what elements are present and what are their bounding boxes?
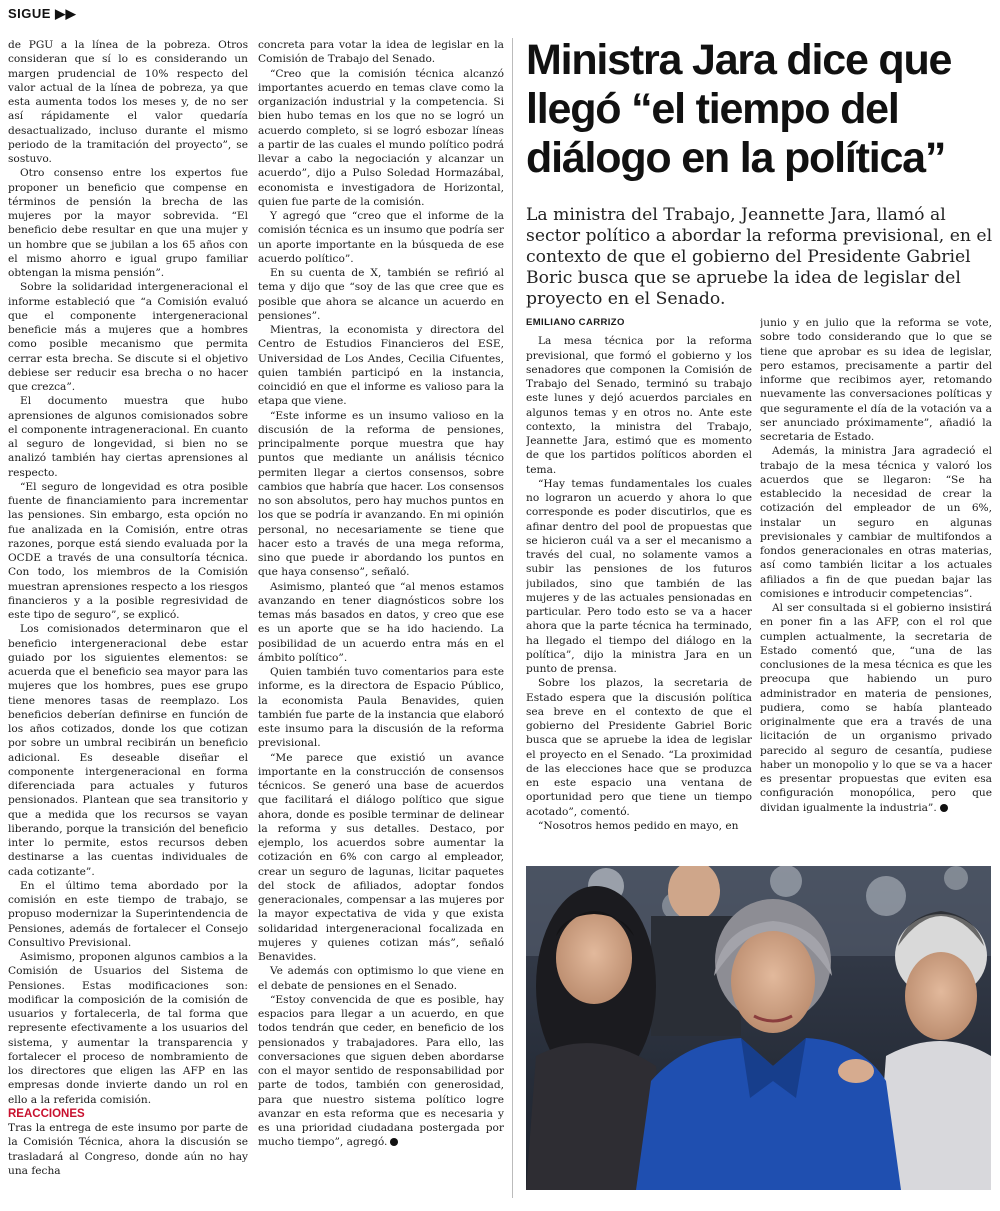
paragraph: “Este informe es un insumo valioso en la discusión de la reforma de pensiones, principalmente porque muestra que hay puntos que mediante un análisis técnico permiten llegar a ciertos consensos, sobre cambios que habría que hacer. Los consensos no son absolutos, pero hay muchos puntos en los que se podría ir avanzando. En mi opinión personal, no necesariamente se tiene que hacer esto a través de una mega reforma, sino que puede ir abordando los puntos en que haya consenso”, señaló.: [258, 409, 504, 579]
news-photo: [526, 866, 991, 1190]
subheading: REACCIONES: [8, 1107, 85, 1120]
photo-illustration: [526, 866, 991, 1190]
paragraph: Sobre los plazos, la secretaria de Estado espera que la discusión política sea breve en el contexto de que el gobierno del Presidente Gabriel Boric busca que se apruebe la idea de legislar el proyecto en el Senado. “La proximidad de las elecciones hace que se produzca en este espacio una ventana de oportunidad pero que tiene un tiempo acotado”, comentó.: [526, 677, 752, 818]
paragraph: La mesa técnica por la reforma previsional, que formó el gobierno y los senadores que componen la Comisión de Trabajo del Senado, terminó su trabajo este lunes y dejó acuerdos parciales en algunos temas y en otros no. Ante este contexto, la ministra del Trabajo, Jeannette Jara, estimó que es momento de que los partidos políticos aborden el tema.: [526, 335, 752, 476]
article-column-4: [760, 316, 992, 886]
article-column-3: [526, 316, 752, 886]
paragraph: Asimismo, proponen algunos cambios a la Comisión de Usuarios del Sistema de Pensiones. Estas modificaciones son: modificar la composición de la comisión de usuarios y fortalecerla, de tal forma que represente efectivamente a los usuarios del sistema, y aumentar la transparencia y fortalecer el proceso de nombramiento de los directores que eligen las AFP en las empresas donde invierte dando un rol en ello a la referida comisión.: [8, 951, 248, 1106]
paragraph: El documento muestra que hubo aprensiones de algunos comisionados sobre el componente intrageneracional. En cuanto al seguro de longevidad, si bien no se analizó también hay ciertas aprensiones al respecto.: [8, 395, 248, 479]
paragraph: Asimismo, planteó que “al menos estamos avanzando en tener diagnósticos sobre los temas más basados en datos, y creo que ese es un aporte que se ha ido haciendo. La posibilidad de un acuerdo entra más en el ámbito político”.: [258, 580, 504, 664]
paragraph: de PGU a la línea de la pobreza. Otros consideran que sí lo es considerando un margen prudencial de 10% respecto del valor actual de la línea de pobreza, ya que esta aumenta todos los meses y, de no ser así rápidamente el valor quedaría desactualizado, incluso durante el mismo periodo de la tramitación del proyecto”, se sostuvo.: [8, 39, 248, 165]
paragraph: “Estoy convencida de que es posible, hay espacios para llegar a un acuerdo, en que todos tendrán que ceder, en beneficio de los pensionados y trabajadores. Para ello, las conversaciones que siguen deben abordarse con el mayor sentido de responsabilidad por parte de todos, también con generosidad, para que nuestro sistema político logre avanzar en esta reforma que es necesaria y es una prioridad ciudadana postergada por mucho tiempo”, agregó.: [258, 993, 504, 1149]
paragraph: “Hay temas fundamentales los cuales no lograron un acuerdo y ahora lo que corresponde es poder discutirlos, que es afinar dentro del pool de propuestas que se hicieron cuál va a ser el mecanismo a través del cual, no solamente vamos a subir las pensiones de los futuros jubilados, sino que también de las mujeres y de las actuales pensionadas en particular. Pero todo esto se va a hacer ahora que la parte técnica ha terminado, ha llegado el tiempo del diálogo en la política”, dijo la ministra Jara en un punto de prensa.: [526, 477, 752, 675]
paragraph: En su cuenta de X, también se refirió al tema y dijo que “soy de las que cree que es posible que ahora se alcance un acuerdo en pensiones”.: [258, 267, 504, 322]
paragraph: Otro consenso entre los expertos fue proponer un beneficio que compense en términos de pensión la brecha de las mujeres por la mayor sobrevida. “El beneficio debe resultar en que una mujer y un hombre que se jubilan a los 65 años con el mismo ahorro e igual grupo familiar obtengan la misma pensión”.: [8, 167, 248, 279]
paragraph: “Nosotros hemos pedido en mayo, en: [538, 819, 739, 832]
paragraph: Y agregó que “creo que el informe de la comisión técnica es un insumo que podría ser un aporte importante en la búsqueda de ese acuerdo político”.: [258, 210, 504, 265]
paragraph: Al ser consultada si el gobierno insistirá en poner fin a las AFP, con el rol que cumplen actualmente, la secretaria de Estado comentó que, “una de las conclusiones de la mesa técnica es que les preocupa que habiendo un puro administrador en materia de pensiones, pudiera, como se había planteado originalmente que era a través de una licitación de un organismo privado parecido al seguro de cesantía, pudiese haber un monopolio y lo que se va a hacer es presentar propuestas que eviten esa configuración monopólica, pero que dividan igualmente la industria”.: [760, 602, 992, 814]
byline: EMILIANO CARRIZO: [526, 317, 625, 328]
paragraph: Los comisionados determinaron que el beneficio intergeneracional debe estar guiado por los siguientes elementos: se acuerda que el beneficio sea mayor para las mujeres que los hombres, pues ese grupo tiene menores tasas de reemplazo. Los beneficios deberían definirse en función de los años cotizados, donde los que cotizan por sobre un umbral recibirán un beneficio adicional. Es deseable diseñar el componente intergeneracional en forma diferenciada para actuales y futuros pensionados. Plantean que sea transitorio y que a medida que los recursos se vayan liberando, porque la transición del beneficio inter lo permite, estos recursos deben destinarse a las cuentas individuales de cada cotizante”.: [8, 623, 248, 878]
headline: Ministra Jara dice que llegó “el tiempo del diálogo en la política”: [526, 36, 952, 182]
paragraph: Tras la entrega de este insumo por parte de la Comisión Técnica, ahora la discusión se trasladará al Congreso, donde aún no hay una fecha: [8, 1122, 248, 1177]
section-kicker[interactable]: SIGUE ▶▶: [8, 6, 77, 21]
paragraph: Quien también tuvo comentarios para este informe, es la directora de Espacio Público, la economista Paula Benavides, quien también fue parte de la instancia que elaboró este insumo para la discusión de la reforma previsional.: [258, 666, 504, 750]
paragraph: “Creo que la comisión técnica alcanzó importantes acuerdo en temas clave como la organización industrial y la competencia. Si bien hubo temas en los que no se logró un acuerdo completo, si se logró esbozar líneas a partir de las cuales el mundo político podrá llevar a cabo la negociación y alcanzar un acuerdo”, dijo a Pulso Soledad Hormazábal, economista e investigadora de Horizontal, quien fue parte de la comisión.: [258, 67, 504, 208]
paragraph: junio y en julio que la reforma se vote, sobre todo considerando que lo que se tiene que aprobar es su idea de legislar, pero estamos, precisamente a partir del informe que recibimos ayer, retomando nuevamente las conversaciones políticas y que seguramente el día de la votación va a ser anunciado próximamente”, añadió la secretaria de Estado.: [760, 317, 992, 443]
paragraph: Además, la ministra Jara agradeció el trabajo de la mesa técnica y valoró los acuerdos que se llegaron: “Se ha establecido la necesidad de crear la cotización del empleador de un 6%, instalar un seguro en algunas previsionales y cambiar de multifondos a fondos generacionales en otras materias, así como también licitar a los actuales afiliados a fin de que puedan bajar las comisiones e introducir competencias”.: [760, 445, 992, 600]
end-mark-icon: [390, 1138, 398, 1146]
column-divider: [512, 38, 513, 1198]
paragraph: Sobre la solidaridad intergeneracional el informe estableció que “a Comisión evaluó que el componente intergeneracional beneficie más a mujeres que a hombres como posible mecanismo que permita cerrar esta brecha. Se discute si el objetivo debiese ser reducir esa brecha o no hacer que crezca”.: [8, 281, 248, 393]
paragraph: Mientras, la economista y directora del Centro de Estudios Financieros del ESE, Universidad de Los Andes, Cecilia Cifuentes, quien también participó en la instancia, coincidió en que el informe es valioso para la etapa que viene.: [258, 324, 504, 408]
article-column-2: [258, 38, 504, 1210]
paragraph: concreta para votar la idea de legislar en la Comisión de Trabajo del Senado.: [258, 39, 504, 66]
paragraph: Ve además con optimismo lo que viene en el debate de pensiones en el Senado.: [258, 965, 504, 992]
lead-paragraph: La ministra del Trabajo, Jeannette Jara, llamó al sector político a abordar la reforma previsional, en el contexto de que el gobierno del Presidente Gabriel Boric busca que se apruebe la idea de legislar del proyecto en el Senado.: [526, 205, 993, 309]
paragraph: “El seguro de longevidad es otra posible fuente de financiamiento para incrementar las pensiones. Sin embargo, esta opción no fue analizada en la Comisión, entre otras razones, porque está siendo evaluada por la OCDE a través de una consultoría técnica. Con todo, los miembros de la Comisión muestran aprensiones respecto a los riesgos financieros y a la posible regresividad de este tipo de seguro”, se explicó.: [8, 480, 248, 621]
paragraph: “Me parece que existió un avance importante en la construcción de consensos técnicos. Se generó una base de acuerdos que facilitará el diálogo político que sigue ahora, donde es posible terminar de delinear la reforma y sus detalles. Destaco, por ejemplo, los acuerdos sobre aumentar la cotización en 6% con cargo al empleador, crear un seguro de lagunas, licitar paquetes del stock de afiliados, adoptar fondos generacionales, compensar a las mujeres por la mayor expectativa de vida y que exista solidaridad intergeneracional focalizada en mujeres y quienes cotizan más”, señaló Benavides.: [258, 751, 504, 963]
end-mark-icon: [940, 804, 948, 812]
article-column-1: [8, 38, 248, 1210]
paragraph: En el último tema abordado por la comisión en este tiempo de trabajo, se propuso modernizar la Superintendencia de Pensiones, además de fortalecer el Consejo Consultivo Previsional.: [8, 879, 248, 949]
